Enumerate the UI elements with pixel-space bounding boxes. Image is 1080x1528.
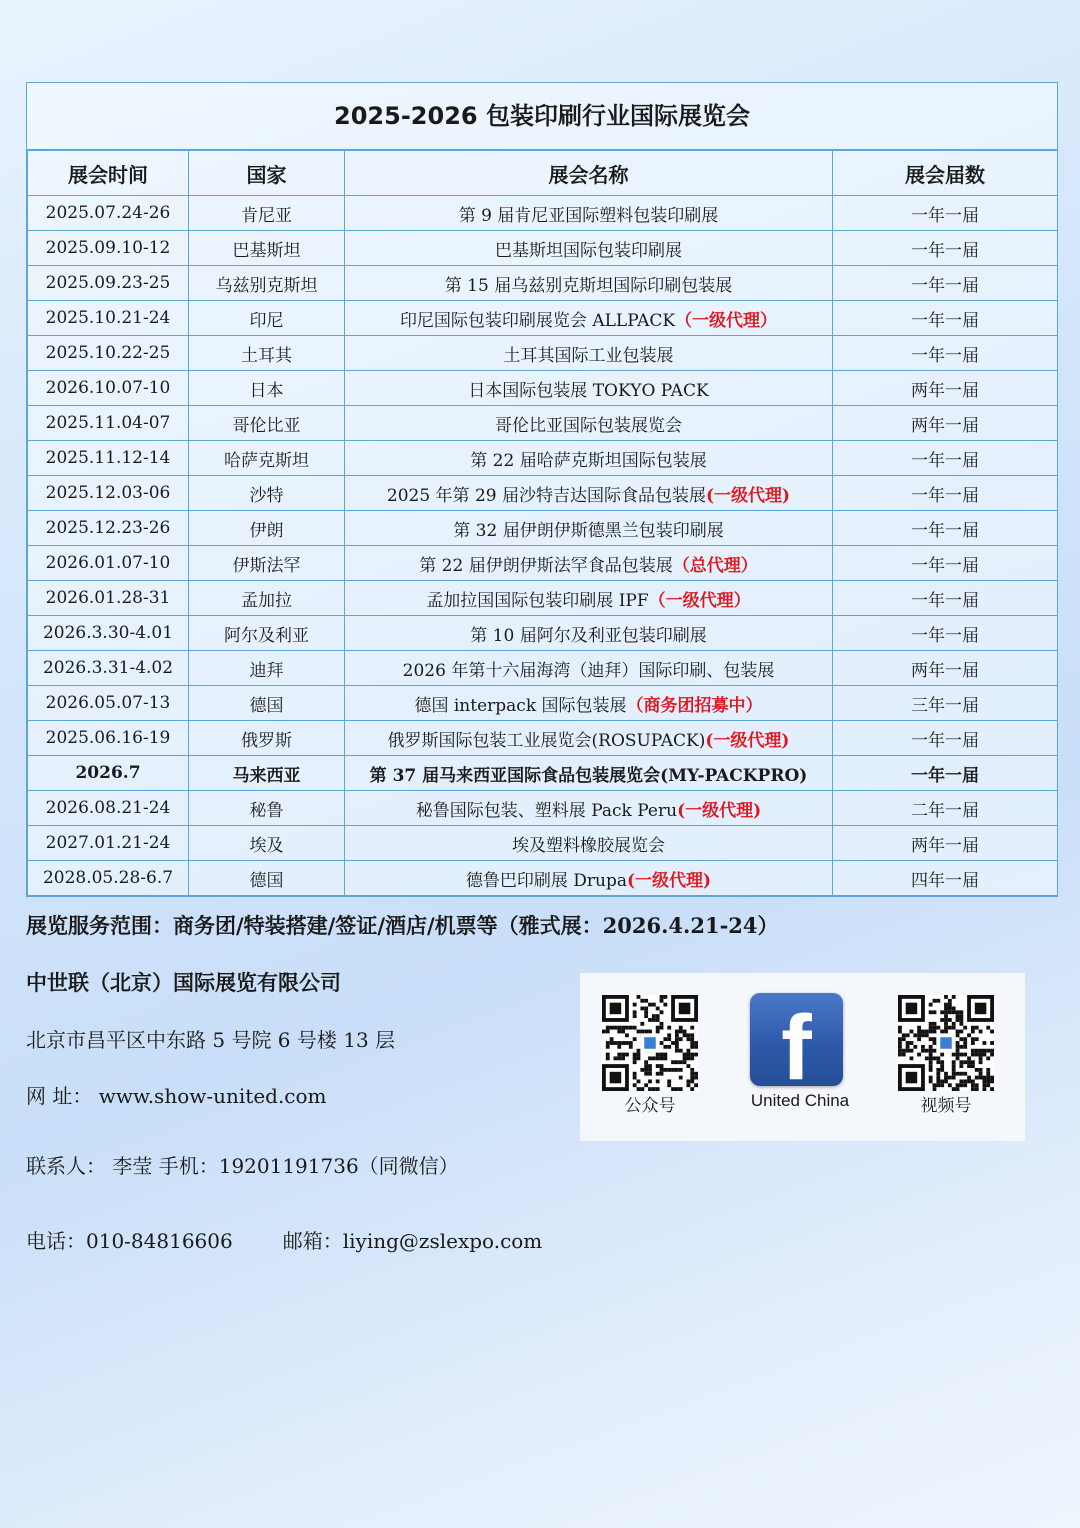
cell-country: 德国 [189, 861, 345, 896]
exhibition-name-text: 印尼国际包装印刷展览会 ALLPACK [399, 310, 676, 331]
cell-date: 2026.01.28-31 [28, 581, 189, 616]
schedule-table [27, 150, 1058, 896]
agent-badge: (一级代理) [705, 730, 790, 751]
exhibition-name-text: 第 32 届伊朗伊斯德黑兰包装印刷展 [453, 520, 724, 541]
exhibition-table [26, 82, 1058, 897]
cell-frequency: 一年一届 [833, 266, 1058, 301]
cell-frequency: 四年一届 [833, 861, 1058, 896]
cell-country: 乌兹别克斯坦 [189, 266, 345, 301]
cell-exhibition-name [345, 721, 833, 756]
agent-badge: (一级代理) [677, 800, 762, 821]
cell-exhibition-name [345, 266, 833, 301]
cell-exhibition-name [345, 196, 833, 231]
video-channel-label: 视频号 [920, 1096, 972, 1116]
exhibition-name-text: 第 15 届乌兹别克斯坦国际印刷包装展 [444, 275, 733, 296]
exhibition-name-text: 日本国际包装展 TOKYO PACK [468, 380, 709, 401]
cell-country: 巴基斯坦 [189, 231, 345, 266]
exhibition-name-text: 俄罗斯国际包装工业展览会(ROSUPACK) [387, 730, 706, 751]
cell-exhibition-name [345, 686, 833, 721]
cell-date: 2028.05.28-6.7 [28, 861, 189, 896]
cell-date: 2025.09.23-25 [28, 266, 189, 301]
table-row [28, 616, 1058, 651]
exhibition-name-text: 第 10 届阿尔及利亚包装印刷展 [470, 625, 707, 646]
cell-country: 哈萨克斯坦 [189, 441, 345, 476]
cell-date: 2026.7 [28, 756, 189, 791]
cell-date: 2025.10.21-24 [28, 301, 189, 336]
table-row [28, 651, 1058, 686]
cell-frequency: 三年一届 [833, 686, 1058, 721]
cell-exhibition-name [345, 511, 833, 546]
cell-frequency: 一年一届 [833, 511, 1058, 546]
cell-date: 2025.11.04-07 [28, 406, 189, 441]
header-row [28, 151, 1058, 196]
cell-date: 2025.09.10-12 [28, 231, 189, 266]
cell-country: 伊斯法罕 [189, 546, 345, 581]
table-row [28, 511, 1058, 546]
agent-badge: （商务团招募中） [626, 695, 763, 716]
contact-person: 联系人： 李莹 手机：19201191736（同微信） [26, 1154, 459, 1178]
cell-frequency: 一年一届 [833, 581, 1058, 616]
facebook-label: United China [750, 1091, 850, 1110]
cell-exhibition-name [345, 791, 833, 826]
company-name: 中世联（北京）国际展览有限公司 [26, 970, 341, 995]
exhibition-name-text: 土耳其国际工业包装展 [503, 345, 674, 366]
cell-country: 肯尼亚 [189, 196, 345, 231]
cell-frequency: 二年一届 [833, 791, 1058, 826]
header-date: 展会时间 [28, 151, 189, 196]
cell-exhibition-name [345, 616, 833, 651]
contact-phone-line [26, 1225, 542, 1254]
agent-badge: （一级代理） [675, 310, 778, 331]
exhibition-name-text: 秘鲁国际包装、塑料展 Pack Peru [415, 800, 678, 821]
exhibition-name-text: 2025 年第 29 届沙特吉达国际食品包装展 [386, 485, 706, 506]
exhibition-name-text: 德国 interpack 国际包装展 [414, 695, 627, 716]
table-row [28, 301, 1058, 336]
cell-country: 秘鲁 [189, 791, 345, 826]
cell-exhibition-name [345, 301, 833, 336]
agent-badge: （一级代理） [648, 590, 751, 611]
cell-date: 2026.01.07-10 [28, 546, 189, 581]
cell-exhibition-name [345, 371, 833, 406]
table-body [28, 196, 1058, 896]
wechat-qr-code-icon[interactable] [602, 995, 698, 1091]
table-row [28, 861, 1058, 896]
cell-frequency: 一年一届 [833, 231, 1058, 266]
cell-exhibition-name [345, 231, 833, 266]
company-address: 北京市昌平区中东路 5 号院 6 号楼 13 层 [26, 1028, 396, 1052]
social-panel [580, 973, 1025, 1141]
exhibition-name-text: 第 9 届肯尼亚国际塑料包装印刷展 [458, 205, 719, 226]
cell-country: 德国 [189, 686, 345, 721]
cell-exhibition-name [345, 651, 833, 686]
cell-exhibition-name [345, 441, 833, 476]
table-row [28, 721, 1058, 756]
cell-country: 俄罗斯 [189, 721, 345, 756]
service-scope: 展览服务范围：商务团/特装搭建/签证/酒店/机票等（雅式展：2026.4.21-24） [26, 913, 779, 938]
exhibition-name-text: 第 37 届马来西亚国际食品包装展览会(MY-PACKPRO) [369, 765, 808, 786]
exhibition-name-text: 德鲁巴印刷展 Drupa [465, 870, 628, 891]
cell-frequency: 一年一届 [833, 721, 1058, 756]
cell-country: 伊朗 [189, 511, 345, 546]
cell-date: 2025.12.23-26 [28, 511, 189, 546]
cell-date: 2026.3.30-4.01 [28, 616, 189, 651]
cell-date: 2026.3.31-4.02 [28, 651, 189, 686]
cell-date: 2026.08.21-24 [28, 791, 189, 826]
table-row [28, 266, 1058, 301]
cell-exhibition-name [345, 756, 833, 791]
video-channel-qr-code-icon[interactable] [898, 995, 994, 1091]
cell-exhibition-name [345, 581, 833, 616]
facebook-icon[interactable]: f [750, 993, 843, 1086]
cell-date: 2025.11.12-14 [28, 441, 189, 476]
exhibition-name-text: 2026 年第十六届海湾（迪拜）国际印刷、包装展 [402, 660, 775, 681]
cell-frequency: 一年一届 [833, 476, 1058, 511]
cell-country: 印尼 [189, 301, 345, 336]
exhibition-name-text: 埃及塑料橡胶展览会 [512, 835, 665, 856]
office-phone: 电话：010-84816606 [26, 1229, 233, 1253]
wechat-qr-label: 公众号 [624, 1096, 676, 1116]
cell-date: 2025.07.24-26 [28, 196, 189, 231]
header-name: 展会名称 [345, 151, 833, 196]
table-row [28, 791, 1058, 826]
agent-badge: （总代理） [672, 555, 758, 576]
cell-country: 土耳其 [189, 336, 345, 371]
table-row [28, 581, 1058, 616]
cell-exhibition-name [345, 476, 833, 511]
agent-badge: (一级代理) [627, 870, 712, 891]
table-row [28, 371, 1058, 406]
cell-frequency: 两年一届 [833, 651, 1058, 686]
table-title: 2025-2026 包装印刷行业国际展览会 [27, 83, 1057, 150]
cell-country: 马来西亚 [189, 756, 345, 791]
cell-country: 迪拜 [189, 651, 345, 686]
table-row [28, 546, 1058, 581]
cell-date: 2025.06.16-19 [28, 721, 189, 756]
exhibition-name-text: 孟加拉国国际包装印刷展 IPF [426, 590, 649, 611]
table-row [28, 336, 1058, 371]
cell-exhibition-name [345, 336, 833, 371]
table-row [28, 756, 1058, 791]
exhibition-name-text: 巴基斯坦国际包装印刷展 [495, 240, 682, 261]
cell-frequency: 一年一届 [833, 301, 1058, 336]
exhibition-name-text: 第 22 届伊朗伊斯法罕食品包装展 [419, 555, 673, 576]
cell-date: 2027.01.21-24 [28, 826, 189, 861]
cell-exhibition-name [345, 826, 833, 861]
cell-frequency: 一年一届 [833, 196, 1058, 231]
cell-country: 哥伦比亚 [189, 406, 345, 441]
table-row [28, 406, 1058, 441]
cell-country: 沙特 [189, 476, 345, 511]
exhibition-name-text: 哥伦比亚国际包装展览会 [495, 415, 682, 436]
cell-frequency: 一年一届 [833, 756, 1058, 791]
cell-country: 阿尔及利亚 [189, 616, 345, 651]
table-row [28, 441, 1058, 476]
contact-email[interactable]: 邮箱：liying@zslexpo.com [282, 1229, 543, 1253]
cell-country: 孟加拉 [189, 581, 345, 616]
agent-badge: (一级代理) [706, 485, 791, 506]
cell-exhibition-name [345, 546, 833, 581]
cell-date: 2026.05.07-13 [28, 686, 189, 721]
cell-frequency: 一年一届 [833, 336, 1058, 371]
cell-frequency: 一年一届 [833, 546, 1058, 581]
cell-frequency: 两年一届 [833, 371, 1058, 406]
cell-date: 2026.10.07-10 [28, 371, 189, 406]
table-row [28, 686, 1058, 721]
table-row [28, 231, 1058, 266]
table-row [28, 476, 1058, 511]
cell-country: 日本 [189, 371, 345, 406]
table-row [28, 196, 1058, 231]
cell-frequency: 两年一届 [833, 406, 1058, 441]
cell-frequency: 一年一届 [833, 616, 1058, 651]
cell-frequency: 两年一届 [833, 826, 1058, 861]
cell-exhibition-name [345, 861, 833, 896]
company-website[interactable]: 网 址： www.show-united.com [26, 1084, 327, 1108]
header-frequency: 展会届数 [833, 151, 1058, 196]
table-row [28, 826, 1058, 861]
cell-country: 埃及 [189, 826, 345, 861]
cell-date: 2025.10.22-25 [28, 336, 189, 371]
header-country: 国家 [189, 151, 345, 196]
exhibition-name-text: 第 22 届哈萨克斯坦国际包装展 [470, 450, 707, 471]
cell-exhibition-name [345, 406, 833, 441]
cell-frequency: 一年一届 [833, 441, 1058, 476]
cell-date: 2025.12.03-06 [28, 476, 189, 511]
